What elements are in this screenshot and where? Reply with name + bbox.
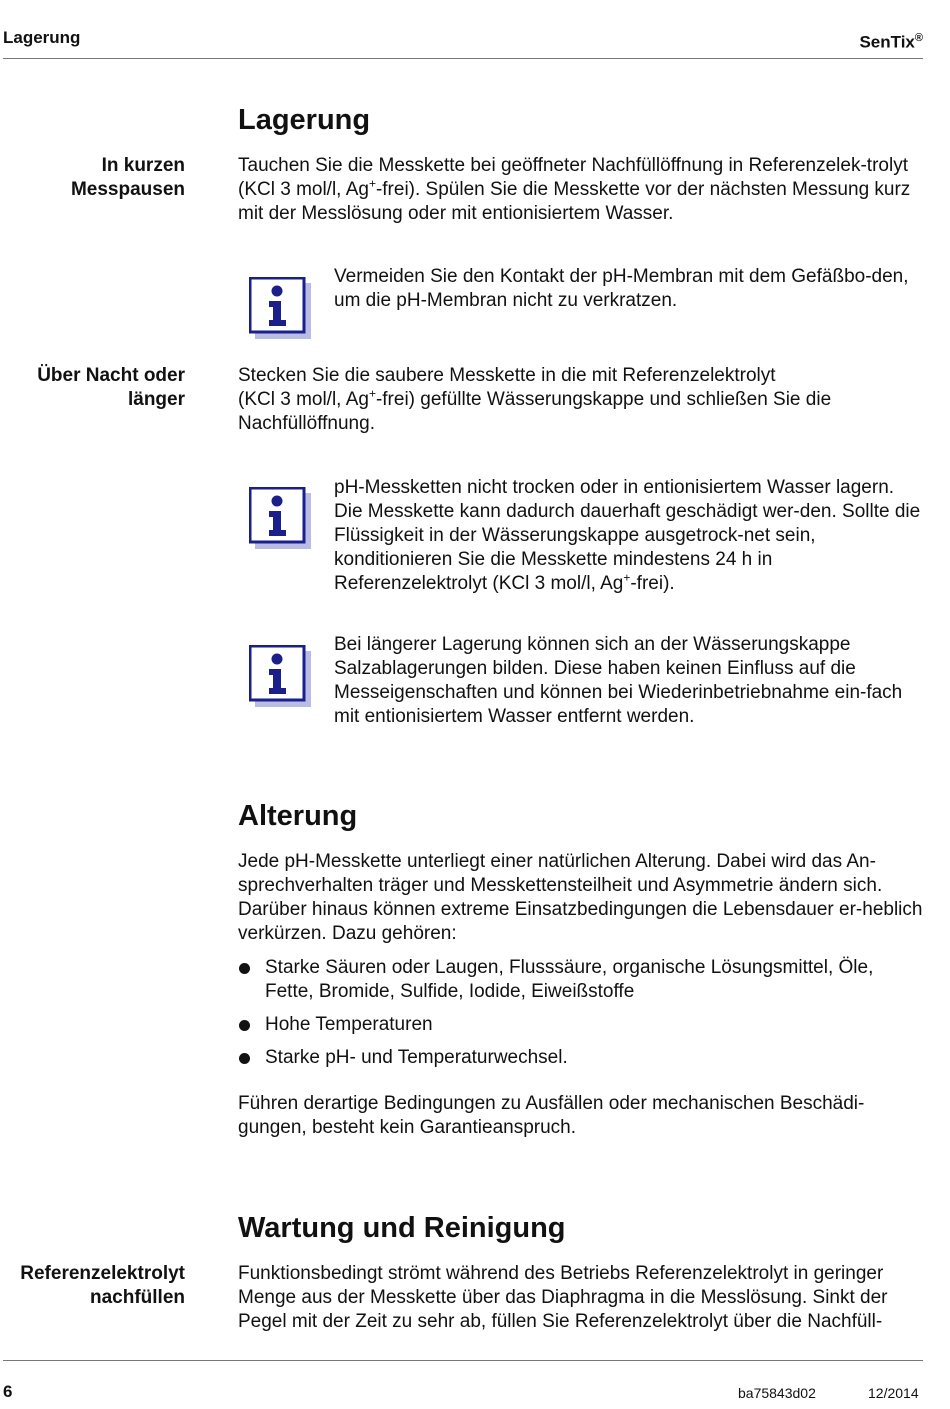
info-icon (249, 645, 311, 707)
page-number: 6 (3, 1382, 13, 1401)
paragraph-text: -frei) gefüllte Wässerungskappe und schließen Sie die Nachfüllöffnung. (238, 389, 832, 434)
list-item-text: Hohe Temperaturen (265, 1014, 433, 1035)
info-icon (249, 277, 311, 339)
superscript-plus: + (368, 176, 376, 191)
note-do-not-store-dry (334, 476, 923, 596)
registered-mark: ® (914, 32, 923, 44)
paragraph-text: Tauchen Sie die Messkette bei geöffneter Nachfüllöffnung in Referenzelek-trolyt (KCl 3 mol/l, Ag (238, 155, 908, 200)
bullet-dot (239, 1053, 250, 1064)
heading-wartung: Wartung und Reinigung (238, 1212, 566, 1244)
product-name: SenTix (859, 32, 915, 52)
footer-rule (3, 1360, 923, 1361)
paragraph-text: -frei). Spülen Sie die Messkette vor der nächsten Messung kurz mit der Messlösung oder mit entionisiertem Wasser. (238, 179, 911, 224)
list-item-text: Starke pH- und Temperaturwechsel. (265, 1047, 568, 1068)
side-label-short-breaks: In kurzen Messpausen (70, 155, 185, 200)
running-header-section: Lagerung (3, 28, 81, 47)
side-label-refill: Referenzelektrolyt nachfüllen (20, 1263, 185, 1308)
note-membrane: Vermeiden Sie den Kontakt der pH-Membran mit dem Gefäßbo-den, um die pH-Membran nicht zu verkratzen. (334, 266, 909, 311)
paragraph-text: Stecken Sie die saubere Messkette in die mit Referenzelektrolyt (238, 365, 776, 386)
list-item (238, 1046, 923, 1070)
superscript-plus: + (368, 386, 376, 401)
note-text: pH-Messketten nicht trocken oder in entionisiertem Wasser lagern. Die Messkette kann dadurch dauerhaft geschädigt wer-den. Sollte die Flüssigkeit in der Wässerungskappe ausgetrock-net sein, konditionieren Sie die Messkette mindestens 24 h in Referenzelektrolyt (KCl 3 mol/l, Ag (334, 477, 921, 594)
paragraph-overnight (238, 364, 923, 436)
paragraph-text: (KCl 3 mol/l, Ag (238, 389, 369, 410)
paragraph-refill: Funktionsbedingt strömt während des Betriebs Referenzelektrolyt in geringer Menge aus der Messkette über das Diaphragma in die Messlösung. Sinkt der Pegel mit der Zeit zu sehr ab, füllen Sie Referenzelektrolyt über die Nachfüll- (238, 1263, 888, 1332)
running-header-product (859, 27, 923, 54)
paragraph-short-breaks (238, 154, 923, 226)
info-icon (249, 487, 311, 549)
side-label-overnight: Über Nacht oder länger (37, 365, 185, 410)
list-item (238, 1013, 923, 1037)
header-rule (3, 58, 923, 59)
superscript-plus: + (623, 570, 631, 585)
list-item (238, 956, 923, 1004)
heading-lagerung: Lagerung (238, 104, 371, 136)
bullet-dot (239, 963, 250, 974)
paragraph-aging-intro: Jede pH-Messkette unterliegt einer natürlichen Alterung. Dabei wird das An-sprechverhalten träger und Messkettensteilheit und Asymmetrie ändern sich. Darüber hinaus können extreme Einsatzbedingungen die Lebensdauer er-heblich verkürzen. Dazu gehören: (238, 851, 923, 944)
bullet-dot (239, 1020, 250, 1031)
note-salt-deposits: Bei längerer Lagerung können sich an der Wässerungskappe Salzablagerungen bilden. Diese haben keinen Einfluss auf die Messeigenschaften und können bei Wiederinbetriebnahme ein-fach mit entionisiertem Wasser entfernt werden. (334, 634, 903, 727)
aging-conditions-list (238, 956, 923, 1079)
heading-alterung: Alterung (238, 800, 358, 832)
note-text: -frei). (630, 573, 675, 594)
paragraph-warranty: Führen derartige Bedingungen zu Ausfällen oder mechanischen Beschädi-gungen, besteht kein Garantieanspruch. (238, 1093, 865, 1138)
list-item-text: Starke Säuren oder Laugen, Flusssäure, organische Lösungsmittel, Öle, Fette, Bromide, Sulfide, Iodide, Eiweißstoffe (265, 957, 874, 1002)
document-date: 12/2014 (868, 1385, 919, 1401)
document-code: ba75843d02 (738, 1385, 816, 1401)
